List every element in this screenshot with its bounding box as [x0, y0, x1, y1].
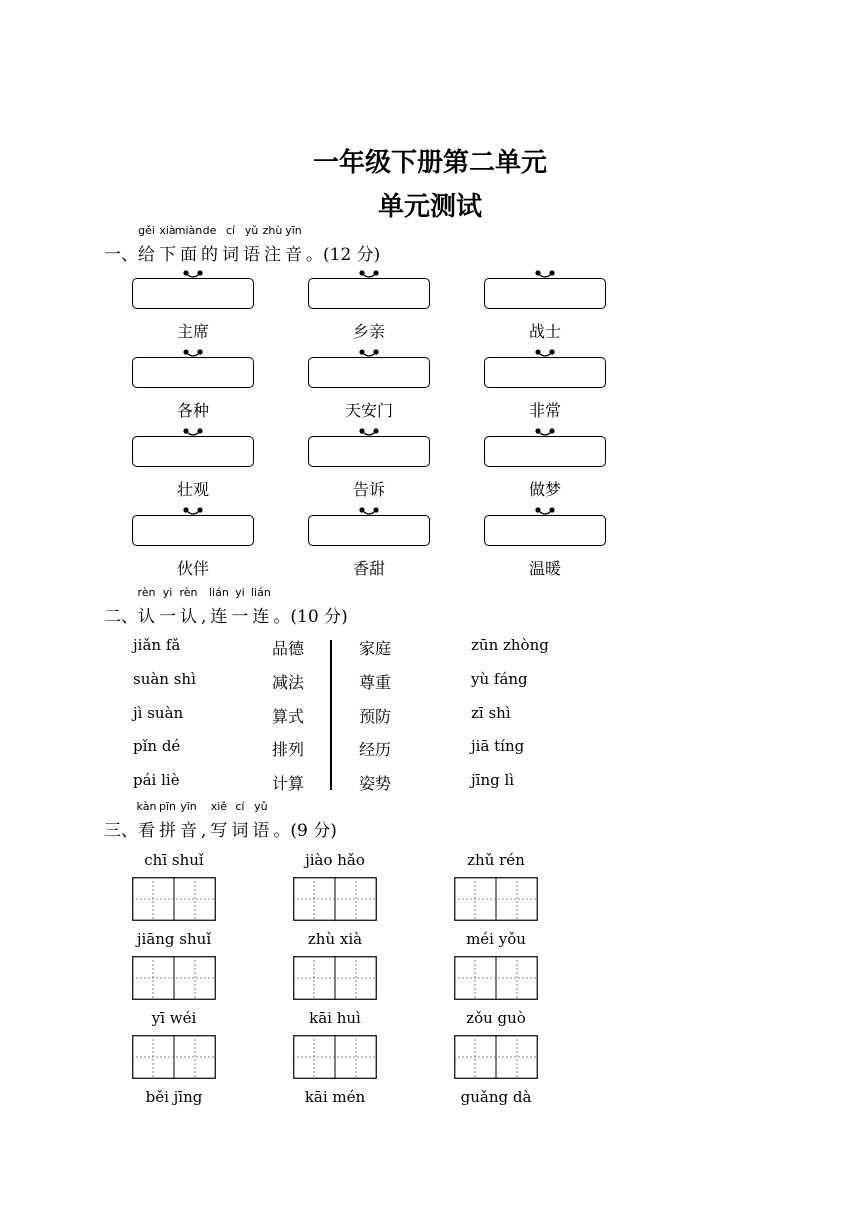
word-label: 乡亲	[352, 322, 385, 341]
heading-char-pinyin: xiě	[210, 800, 228, 813]
pinyin-prompt: guǎng dà	[460, 1088, 532, 1106]
right-pinyin[interactable]: zī shì	[471, 704, 511, 722]
heading-char-pinyin: gěi	[138, 224, 155, 237]
box-tab-icon	[534, 506, 556, 516]
heading-char: 连 lián	[208, 586, 229, 627]
writing-grid[interactable]	[454, 956, 538, 1000]
heading-char: 的 de	[201, 224, 218, 265]
box-tab-icon	[358, 348, 380, 358]
pinyin-prompt: yī wéi	[151, 1009, 197, 1027]
heading-char-pinyin: yǔ	[244, 224, 259, 237]
heading-char: 拼 pīn	[158, 800, 177, 841]
heading-char-pinyin: de	[202, 224, 217, 237]
left-word[interactable]: 减法	[272, 673, 305, 692]
writing-grid[interactable]	[132, 1035, 216, 1079]
box-tab-icon	[182, 427, 204, 437]
heading-char: 音 yīn	[285, 224, 302, 265]
heading-char-pinyin: yīn	[180, 800, 197, 813]
heading-char-pinyin: yi	[235, 586, 245, 599]
writing-grid[interactable]	[454, 877, 538, 921]
page-subtitle: 单元测试	[377, 192, 482, 222]
heading-char-pinyin: lián	[208, 586, 229, 599]
heading-char: 音 yīn	[180, 800, 197, 841]
pinyin-prompt: kāi mén	[304, 1088, 366, 1106]
word-label: 非常	[528, 401, 561, 420]
heading-char-pinyin: rèn	[137, 586, 156, 599]
writing-grid[interactable]	[293, 1035, 377, 1079]
heading-char-pinyin: cí	[235, 800, 245, 813]
right-pinyin[interactable]: jiā tíng	[471, 737, 525, 755]
q3-number: 三、	[104, 821, 138, 841]
pinyin-answer-box[interactable]	[484, 357, 606, 388]
pinyin-answer-box[interactable]	[308, 436, 430, 467]
right-word[interactable]: 尊重	[359, 673, 392, 692]
word-label: 天安门	[344, 401, 393, 420]
pinyin-prompt: méi yǒu	[466, 930, 526, 948]
writing-grid[interactable]	[132, 877, 216, 921]
heading-char-pinyin: pīn	[158, 800, 177, 813]
word-label: 伙伴	[176, 559, 209, 578]
heading-char-pinyin: zhù	[262, 224, 283, 237]
left-pinyin[interactable]: pǐn dé	[133, 737, 181, 755]
box-tab-icon	[182, 506, 204, 516]
pinyin-answer-box[interactable]	[308, 357, 430, 388]
pinyin-prompt: zhù xià	[307, 930, 363, 948]
box-tab-icon	[534, 427, 556, 437]
pinyin-prompt: kāi huì	[309, 1009, 361, 1027]
word-label: 各种	[176, 401, 209, 420]
page-title: 一年级下册第二单元	[312, 148, 547, 178]
word-label: 温暖	[528, 559, 561, 578]
heading-char-pinyin: lián	[250, 586, 271, 599]
heading-char-pinyin: miàn	[174, 224, 203, 237]
pinyin-prompt: zhǔ rén	[467, 851, 525, 869]
heading-char: 一 yi	[159, 586, 176, 627]
left-word[interactable]: 算式	[272, 707, 305, 726]
pinyin-prompt: běi jīng	[145, 1088, 203, 1106]
q3-suffix: 。(9 分)	[273, 821, 337, 841]
left-word[interactable]: 计算	[272, 774, 305, 793]
q2-number: 二、	[104, 607, 138, 627]
heading-char: 一 yi	[231, 586, 249, 627]
box-tab-icon	[534, 269, 556, 279]
heading-char: 词 cí	[231, 800, 249, 841]
heading-char-pinyin: rèn	[179, 586, 198, 599]
left-pinyin[interactable]: jiǎn fǎ	[133, 636, 181, 654]
word-label: 主席	[176, 322, 209, 341]
heading-char: 下 xià	[159, 224, 176, 265]
heading-char-pinyin: xià	[159, 224, 176, 237]
pinyin-answer-box[interactable]	[132, 515, 254, 546]
left-word[interactable]: 排列	[272, 740, 305, 759]
writing-grid[interactable]	[454, 1035, 538, 1079]
right-word[interactable]: 家庭	[359, 639, 392, 658]
box-tab-icon	[358, 506, 380, 516]
box-tab-icon	[534, 348, 556, 358]
left-pinyin[interactable]: suàn shì	[133, 670, 196, 688]
writing-grid[interactable]	[132, 956, 216, 1000]
heading-char-pinyin: yi	[162, 586, 173, 599]
heading-char: ,	[201, 607, 207, 627]
matching-divider	[330, 640, 332, 790]
writing-grid[interactable]	[293, 956, 377, 1000]
box-tab-icon	[182, 269, 204, 279]
pinyin-prompt: zǒu guò	[466, 1009, 526, 1027]
heading-char-pinyin: cí	[225, 224, 236, 237]
word-label: 香甜	[352, 559, 385, 578]
heading-char: 语 yǔ	[243, 224, 260, 265]
right-pinyin[interactable]: jīng lì	[471, 771, 515, 789]
pinyin-answer-box[interactable]	[308, 278, 430, 309]
left-word[interactable]: 品德	[272, 639, 305, 658]
heading-char: 语 yǔ	[252, 800, 270, 841]
heading-char: 连 lián	[250, 586, 271, 627]
word-label: 告诉	[352, 480, 385, 499]
pinyin-answer-box[interactable]	[308, 515, 430, 546]
box-tab-icon	[358, 269, 380, 279]
right-pinyin[interactable]: yù fáng	[471, 670, 528, 688]
heading-char: 写 xiě	[210, 800, 228, 841]
right-word[interactable]: 经历	[359, 740, 392, 759]
heading-char: 认 rèn	[179, 586, 198, 627]
right-pinyin[interactable]: zūn zhòng	[471, 636, 549, 654]
heading-char: 看 kàn	[136, 800, 157, 841]
right-word[interactable]: 预防	[359, 707, 392, 726]
word-label: 战士	[528, 322, 561, 341]
q2-suffix: 。(10 分)	[273, 607, 348, 627]
pinyin-answer-box[interactable]	[132, 357, 254, 388]
pinyin-answer-box[interactable]	[132, 436, 254, 467]
word-label: 做梦	[528, 480, 561, 499]
q2-heading	[104, 586, 348, 627]
heading-char: 给 gěi	[138, 224, 155, 265]
pinyin-prompt: jiāng shuǐ	[136, 930, 212, 948]
q1-number: 一、	[104, 245, 138, 265]
right-word[interactable]: 姿势	[359, 774, 392, 793]
pinyin-prompt: chī shuǐ	[144, 851, 204, 869]
heading-char-pinyin: yǔ	[254, 800, 268, 813]
heading-char: ,	[201, 821, 207, 841]
heading-char: 认 rèn	[137, 586, 156, 627]
word-label: 壮观	[176, 480, 209, 499]
q1-heading	[104, 224, 381, 265]
heading-char: 词 cí	[222, 224, 239, 265]
left-pinyin[interactable]: jì suàn	[133, 704, 184, 722]
heading-char: 面 miàn	[174, 224, 203, 265]
q3-heading	[104, 800, 337, 841]
q1-suffix: 。(12 分)	[306, 245, 381, 265]
pinyin-answer-box[interactable]	[132, 278, 254, 309]
heading-char: 注 zhù	[262, 224, 283, 265]
box-tab-icon	[358, 427, 380, 437]
heading-char-pinyin: kàn	[136, 800, 157, 813]
left-pinyin[interactable]: pái liè	[133, 771, 180, 789]
pinyin-prompt: jiào hǎo	[305, 851, 365, 869]
box-tab-icon	[182, 348, 204, 358]
pinyin-answer-box[interactable]	[484, 278, 606, 309]
pinyin-answer-box[interactable]	[484, 436, 606, 467]
pinyin-answer-box[interactable]	[484, 515, 606, 546]
heading-char-pinyin: yīn	[285, 224, 302, 237]
writing-grid[interactable]	[293, 877, 377, 921]
